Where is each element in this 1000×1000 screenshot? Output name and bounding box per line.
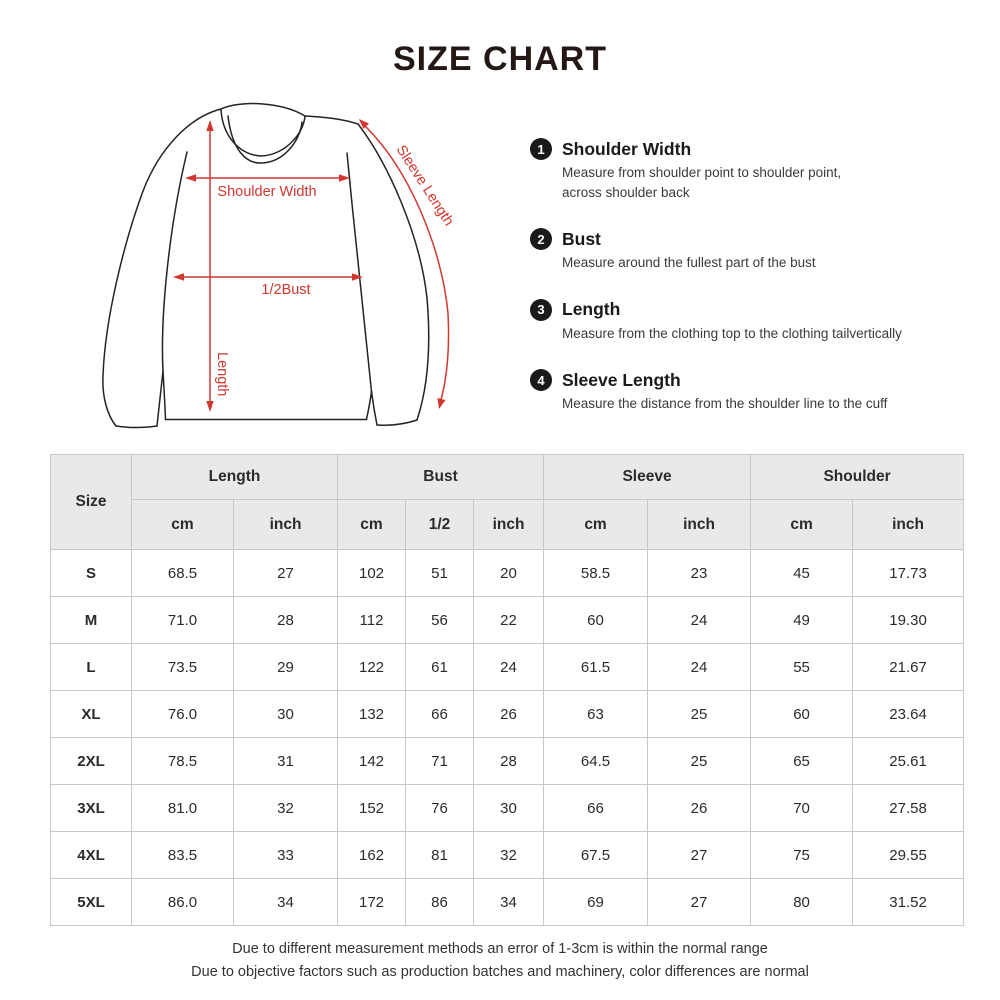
- value-cell: 19.30: [853, 597, 964, 644]
- value-cell: 32: [474, 832, 544, 879]
- note-measurement-error: Due to different measurement methods an error of 1-3cm is within the normal range: [232, 941, 768, 957]
- value-cell: 73.5: [132, 644, 234, 691]
- size-cell: 3XL: [51, 785, 132, 832]
- table-row: [51, 785, 964, 832]
- subheader-length-cm: cm: [132, 500, 234, 550]
- label-shoulder-width: Shoulder Width: [217, 184, 317, 200]
- instruction-title: Length: [562, 299, 621, 319]
- instruction-sleeve-length: [530, 369, 970, 414]
- value-cell: 81: [406, 832, 474, 879]
- step-2-badge: 2: [530, 228, 552, 250]
- header-bust: Bust: [338, 455, 544, 500]
- value-cell: 86.0: [132, 879, 234, 926]
- size-table: [50, 454, 964, 926]
- instruction-description: Measure around the fullest part of the bust: [562, 255, 816, 270]
- value-cell: 75: [751, 832, 853, 879]
- value-cell: 102: [338, 550, 406, 597]
- value-cell: 70: [751, 785, 853, 832]
- table-row: [51, 597, 964, 644]
- value-cell: 31: [234, 738, 338, 785]
- instruction-length: [530, 299, 970, 344]
- value-cell: 33: [234, 832, 338, 879]
- subheader-shoulder-cm: cm: [751, 500, 853, 550]
- value-cell: 68.5: [132, 550, 234, 597]
- value-cell: 76: [406, 785, 474, 832]
- step-1-badge: 1: [530, 138, 552, 160]
- value-cell: 63: [544, 691, 648, 738]
- value-cell: 80: [751, 879, 853, 926]
- value-cell: 21.67: [853, 644, 964, 691]
- value-cell: 30: [234, 691, 338, 738]
- instruction-description: Measure the distance from the shoulder line to the cuff: [562, 396, 888, 411]
- value-cell: 25: [648, 691, 751, 738]
- value-cell: 27.58: [853, 785, 964, 832]
- size-cell: XL: [51, 691, 132, 738]
- value-cell: 78.5: [132, 738, 234, 785]
- subheader-length-inch: inch: [234, 500, 338, 550]
- value-cell: 27: [648, 832, 751, 879]
- value-cell: 34: [234, 879, 338, 926]
- step-3-badge: 3: [530, 299, 552, 321]
- subheader-bust-half: 1/2: [406, 500, 474, 550]
- value-cell: 67.5: [544, 832, 648, 879]
- size-table-body: [51, 550, 964, 926]
- value-cell: 55: [751, 644, 853, 691]
- instruction-title: Bust: [562, 228, 601, 249]
- table-row: [51, 832, 964, 879]
- size-cell: M: [51, 597, 132, 644]
- table-row: [51, 879, 964, 926]
- value-cell: 56: [406, 597, 474, 644]
- label-sleeve-length: Sleeve Length: [392, 142, 457, 229]
- value-cell: 30: [474, 785, 544, 832]
- table-row: [51, 550, 964, 597]
- instruction-bust: [530, 228, 970, 273]
- value-cell: 27: [234, 550, 338, 597]
- value-cell: 23: [648, 550, 751, 597]
- value-cell: 172: [338, 879, 406, 926]
- value-cell: 71.0: [132, 597, 234, 644]
- value-cell: 25.61: [853, 738, 964, 785]
- subheader-sleeve-cm: cm: [544, 500, 648, 550]
- instruction-description: Measure from the clothing top to the clothing tailvertically: [562, 325, 902, 341]
- subheader-sleeve-inch: inch: [648, 500, 751, 550]
- value-cell: 64.5: [544, 738, 648, 785]
- step-4-badge: 4: [530, 369, 552, 391]
- value-cell: 86: [406, 879, 474, 926]
- value-cell: 45: [751, 550, 853, 597]
- header-shoulder: Shoulder: [751, 455, 964, 500]
- sweater-outline-icon: [103, 104, 429, 428]
- value-cell: 58.5: [544, 550, 648, 597]
- label-half-bust: 1/2Bust: [261, 282, 311, 298]
- header-length: Length: [132, 455, 338, 500]
- value-cell: 142: [338, 738, 406, 785]
- subheader-bust-inch: inch: [474, 500, 544, 550]
- subheader-bust-cm: cm: [338, 500, 406, 550]
- instruction-title: Sleeve Length: [562, 369, 681, 390]
- value-cell: 28: [474, 738, 544, 785]
- value-cell: 34: [474, 879, 544, 926]
- size-cell: 5XL: [51, 879, 132, 926]
- value-cell: 69: [544, 879, 648, 926]
- value-cell: 51: [406, 550, 474, 597]
- value-cell: 81.0: [132, 785, 234, 832]
- value-cell: 60: [544, 597, 648, 644]
- measurement-instructions: [530, 138, 970, 440]
- value-cell: 24: [474, 644, 544, 691]
- footer-notes: [0, 938, 1000, 984]
- value-cell: 26: [648, 785, 751, 832]
- value-cell: 61.5: [544, 644, 648, 691]
- instruction-title: Shoulder Width: [562, 138, 692, 159]
- size-cell: 2XL: [51, 738, 132, 785]
- header-size: Size: [51, 455, 132, 550]
- instruction-description: Measure from shoulder point to shoulder point, across shoulder back: [562, 165, 842, 200]
- value-cell: 29.55: [853, 832, 964, 879]
- value-cell: 29: [234, 644, 338, 691]
- instruction-shoulder-width: [530, 138, 970, 202]
- table-row: [51, 644, 964, 691]
- value-cell: 65: [751, 738, 853, 785]
- label-length: Length: [214, 352, 230, 397]
- value-cell: 20: [474, 550, 544, 597]
- value-cell: 23.64: [853, 691, 964, 738]
- page-title: SIZE CHART: [393, 40, 607, 78]
- value-cell: 122: [338, 644, 406, 691]
- value-cell: 66: [544, 785, 648, 832]
- value-cell: 24: [648, 597, 751, 644]
- value-cell: 132: [338, 691, 406, 738]
- value-cell: 76.0: [132, 691, 234, 738]
- value-cell: 17.73: [853, 550, 964, 597]
- value-cell: 32: [234, 785, 338, 832]
- value-cell: 27: [648, 879, 751, 926]
- value-cell: 22: [474, 597, 544, 644]
- size-cell: 4XL: [51, 832, 132, 879]
- value-cell: 28: [234, 597, 338, 644]
- table-group-header-row: [51, 455, 964, 500]
- size-cell: L: [51, 644, 132, 691]
- note-color-difference: Due to objective factors such as production batches and machinery, color differences are normal: [191, 964, 809, 980]
- table-row: [51, 691, 964, 738]
- value-cell: 162: [338, 832, 406, 879]
- sweater-diagram: [90, 95, 510, 435]
- size-cell: S: [51, 550, 132, 597]
- value-cell: 112: [338, 597, 406, 644]
- header-sleeve: Sleeve: [544, 455, 751, 500]
- table-sub-header-row: [51, 500, 964, 550]
- value-cell: 61: [406, 644, 474, 691]
- subheader-shoulder-inch: inch: [853, 500, 964, 550]
- table-row: [51, 738, 964, 785]
- value-cell: 71: [406, 738, 474, 785]
- value-cell: 60: [751, 691, 853, 738]
- value-cell: 31.52: [853, 879, 964, 926]
- value-cell: 25: [648, 738, 751, 785]
- value-cell: 26: [474, 691, 544, 738]
- value-cell: 152: [338, 785, 406, 832]
- value-cell: 83.5: [132, 832, 234, 879]
- value-cell: 24: [648, 644, 751, 691]
- value-cell: 49: [751, 597, 853, 644]
- value-cell: 66: [406, 691, 474, 738]
